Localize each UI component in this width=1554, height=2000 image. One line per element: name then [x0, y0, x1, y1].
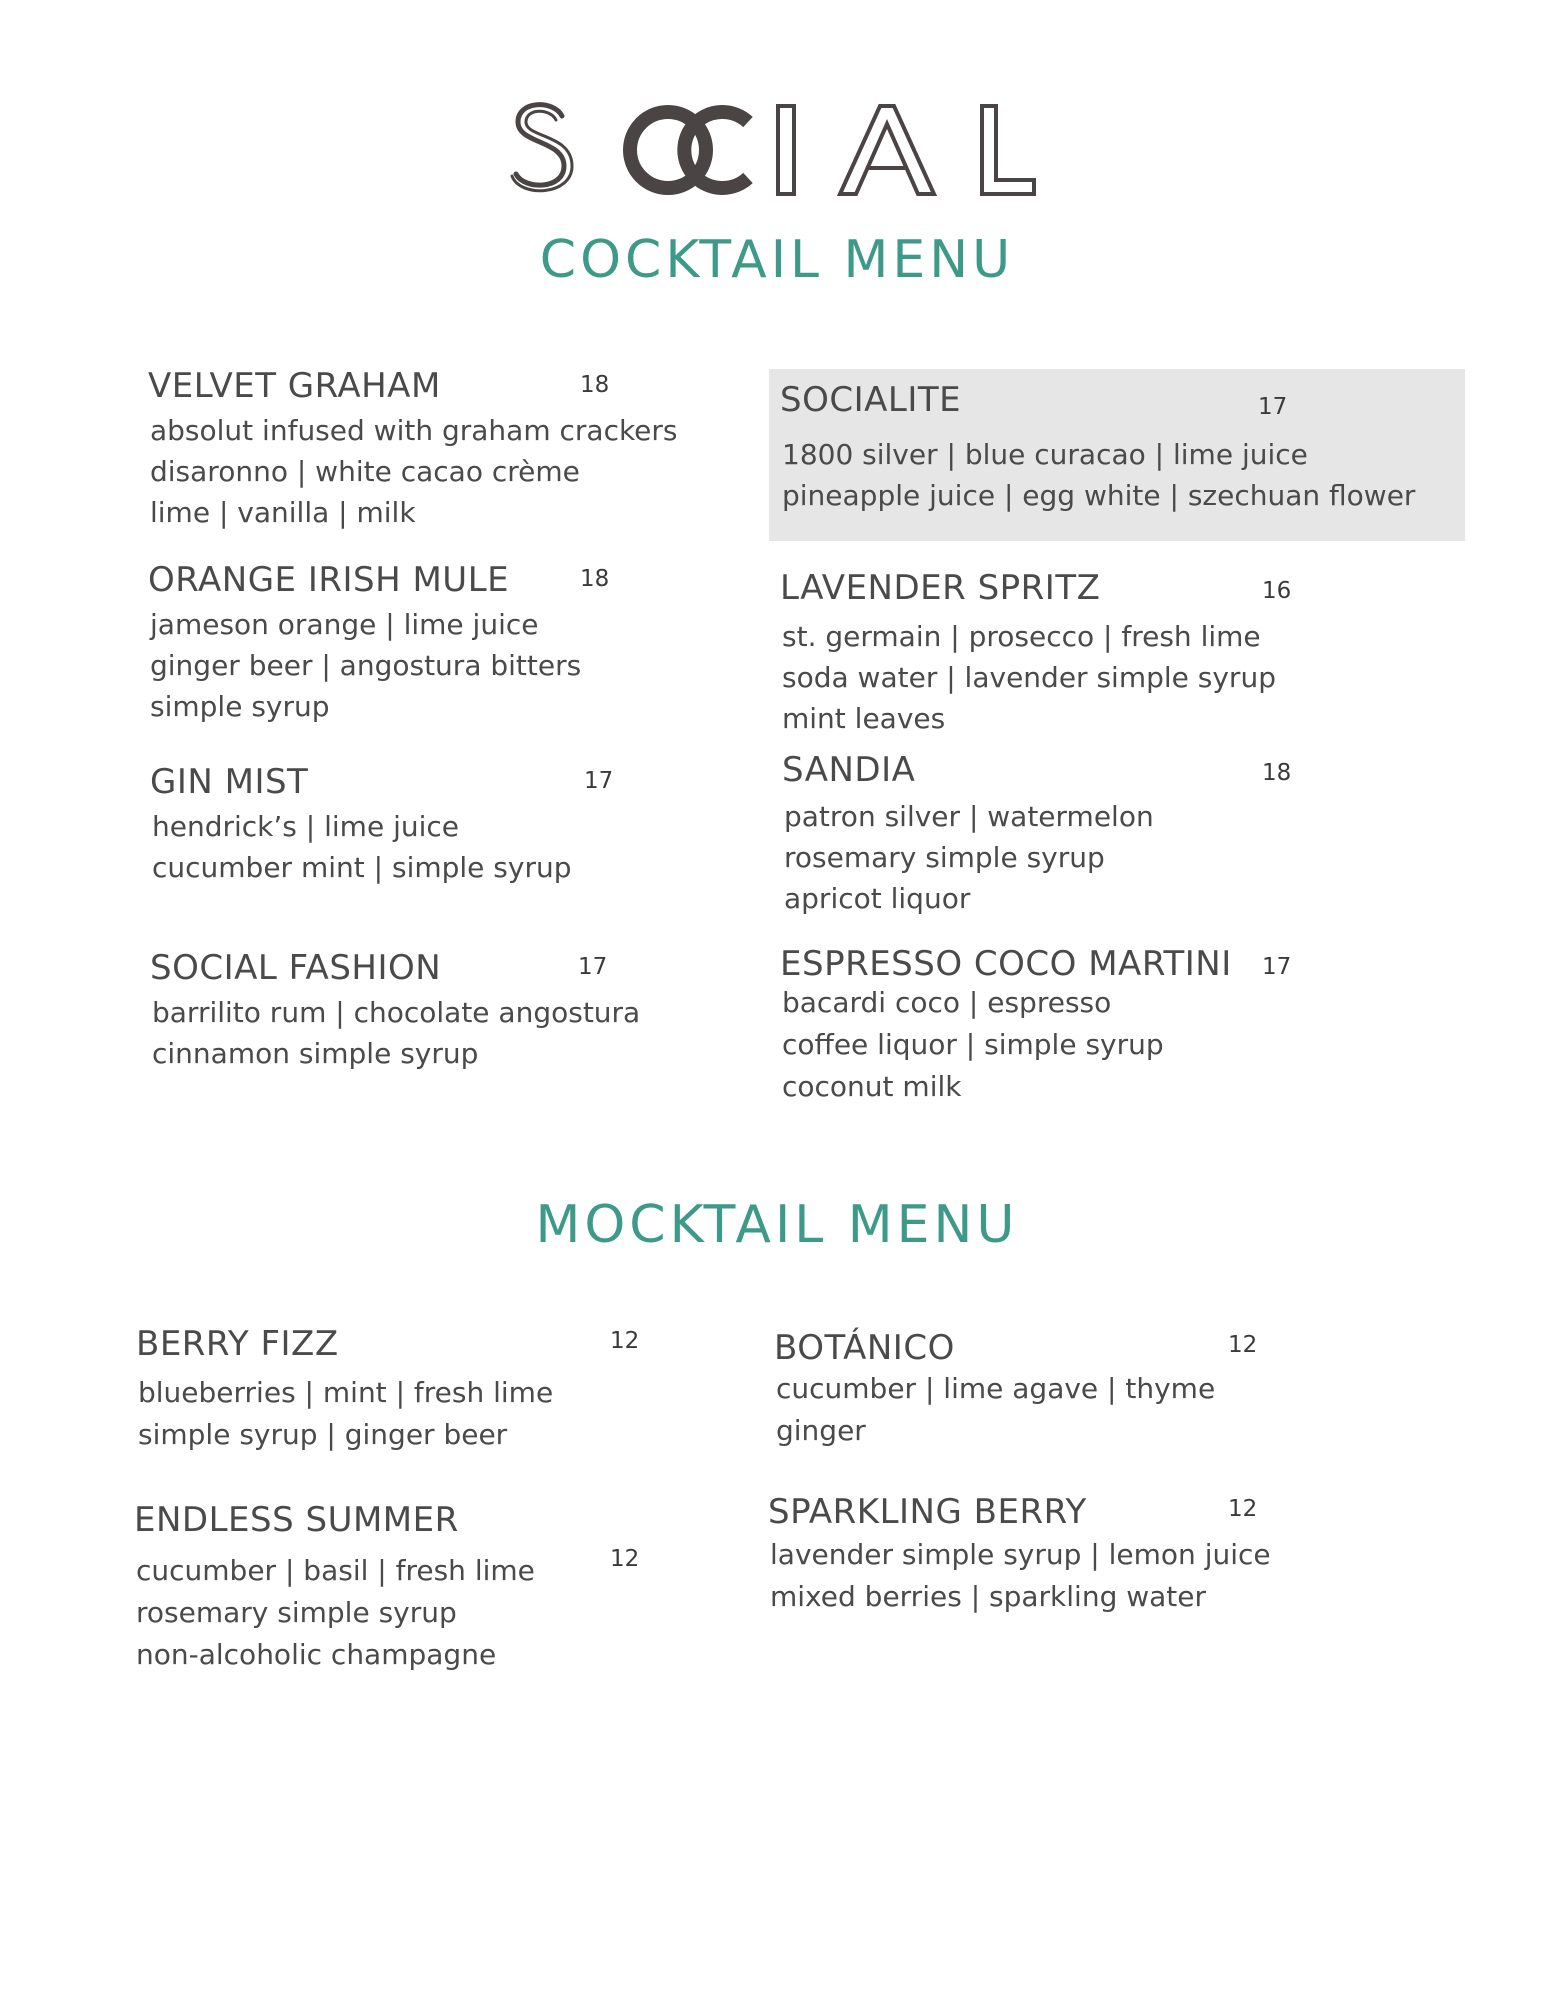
item-price: 17 — [1262, 954, 1292, 980]
item-ingredients: 1800 silver | blue curacao | lime juice — [782, 438, 1308, 471]
item-ingredients: st. germain | prosecco | fresh lime — [782, 620, 1261, 653]
item-ingredients: jameson orange | lime juice — [150, 608, 539, 641]
item-name: GIN MIST — [150, 762, 309, 802]
item-price: 12 — [610, 1328, 640, 1354]
item-name: ORANGE IRISH MULE — [148, 560, 510, 600]
item-price: 12 — [1228, 1496, 1258, 1522]
item-ingredients: non-alcoholic champagne — [136, 1638, 497, 1671]
item-ingredients: bacardi coco | espresso — [782, 986, 1112, 1019]
item-ingredients: simple syrup | ginger beer — [138, 1418, 508, 1451]
item-ingredients: disaronno | white cacao crème — [150, 455, 580, 488]
item-name: LAVENDER SPRITZ — [780, 568, 1101, 608]
item-ingredients: ginger beer | angostura bitters — [150, 649, 582, 682]
item-ingredients: simple syrup — [150, 690, 330, 723]
item-name: SANDIA — [782, 750, 916, 790]
item-ingredients: lime | vanilla | milk — [150, 496, 416, 529]
item-ingredients: cucumber | lime agave | thyme — [776, 1372, 1216, 1405]
item-name: ESPRESSO COCO MARTINI — [780, 944, 1232, 984]
item-ingredients: rosemary simple syrup — [784, 841, 1105, 874]
item-ingredients: barrilito rum | chocolate angostura — [152, 996, 641, 1029]
item-name: ENDLESS SUMMER — [134, 1500, 459, 1540]
item-name: SPARKLING BERRY — [768, 1492, 1087, 1532]
item-ingredients: blueberries | mint | fresh lime — [138, 1376, 554, 1409]
item-ingredients: hendrick’s | lime juice — [152, 810, 460, 843]
item-price: 18 — [580, 372, 610, 398]
item-ingredients: mint leaves — [782, 702, 946, 735]
item-ingredients: apricot liquor — [784, 882, 971, 915]
item-ingredients: cinnamon simple syrup — [152, 1037, 479, 1070]
item-ingredients: rosemary simple syrup — [136, 1596, 457, 1629]
item-ingredients: cucumber | basil | fresh lime — [136, 1554, 535, 1587]
item-ingredients: ginger — [776, 1414, 866, 1447]
item-price: 16 — [1262, 578, 1292, 604]
item-price: 12 — [1228, 1332, 1258, 1358]
item-price: 18 — [580, 566, 610, 592]
item-name: SOCIAL FASHION — [150, 948, 442, 988]
item-ingredients: cucumber mint | simple syrup — [152, 851, 572, 884]
item-ingredients: lavender simple syrup | lemon juice — [770, 1538, 1271, 1571]
mocktail-menu-title: MOCKTAIL MENU — [535, 1195, 1019, 1255]
item-ingredients: coffee liquor | simple syrup — [782, 1028, 1164, 1061]
item-ingredients: patron silver | watermelon — [784, 800, 1154, 833]
item-ingredients: soda water | lavender simple syrup — [782, 661, 1276, 694]
item-name: SOCIALITE — [780, 380, 962, 420]
item-price: 18 — [1262, 760, 1292, 786]
item-price: 12 — [610, 1546, 640, 1572]
item-name: VELVET GRAHAM — [148, 366, 441, 406]
item-price: 17 — [584, 768, 614, 794]
item-price: 17 — [1258, 394, 1288, 420]
item-ingredients: absolut infused with graham crackers — [150, 414, 678, 447]
social-logo — [510, 92, 1040, 202]
item-ingredients: coconut milk — [782, 1070, 962, 1103]
cocktail-menu-title: COCKTAIL MENU — [539, 230, 1015, 290]
item-name: BOTÁNICO — [774, 1328, 955, 1368]
item-ingredients: pineapple juice | egg white | szechuan flower — [782, 479, 1416, 512]
item-ingredients: mixed berries | sparkling water — [770, 1580, 1207, 1613]
item-price: 17 — [578, 954, 608, 980]
item-name: BERRY FIZZ — [136, 1324, 339, 1364]
